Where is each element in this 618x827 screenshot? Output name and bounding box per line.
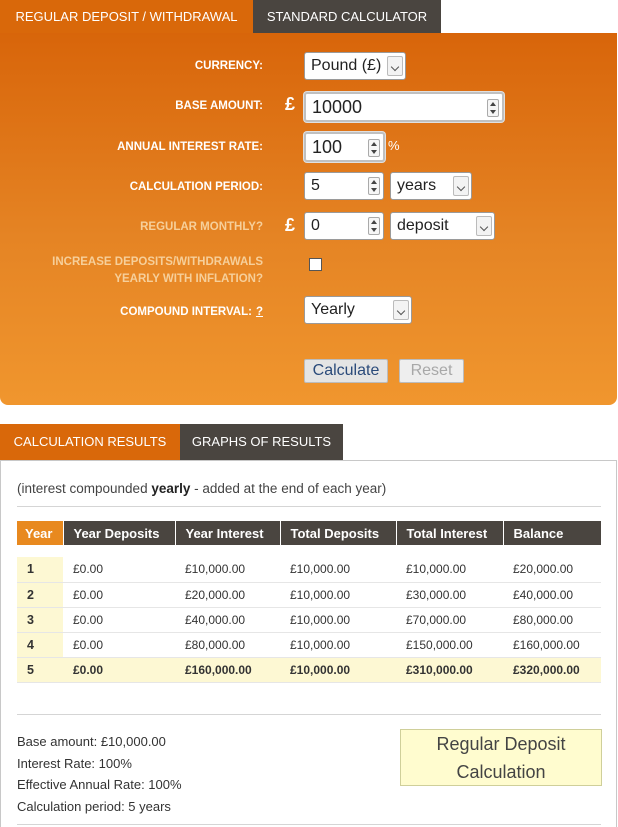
row-year-interest: £40,000.00 <box>175 607 280 632</box>
row-balance: £80,000.00 <box>503 607 601 632</box>
summary-base-amount: Base amount: £10,000.00 <box>17 734 166 749</box>
interest-rate-unit: % <box>388 138 400 153</box>
compound-interval-select[interactable] <box>304 296 412 324</box>
currency-select[interactable] <box>304 52 406 80</box>
row-year: 4 <box>17 632 63 657</box>
header-total-deposits: Total Deposits <box>280 521 396 545</box>
row-balance: £320,000.00 <box>503 657 601 682</box>
period-unit-value: years <box>397 177 437 194</box>
row-year: 3 <box>17 607 63 632</box>
divider <box>17 824 601 825</box>
row-year: 2 <box>17 582 63 607</box>
row-total-deposits: £10,000.00 <box>280 582 396 607</box>
base-amount-spinner[interactable] <box>487 99 499 117</box>
results-table <box>17 521 601 683</box>
row-balance: £40,000.00 <box>503 582 601 607</box>
regular-deposit-calculation-box <box>400 729 602 786</box>
row-total-deposits: £10,000.00 <box>280 607 396 632</box>
table-row <box>17 557 601 582</box>
row-year-interest: £10,000.00 <box>175 557 280 582</box>
calculation-period-spinner[interactable] <box>368 177 380 195</box>
row-total-interest: £70,000.00 <box>396 607 503 632</box>
tab-standard-calculator[interactable]: STANDARD CALCULATOR <box>253 0 441 33</box>
chevron-down-icon <box>387 56 403 76</box>
chevron-down-icon <box>393 300 409 320</box>
row-year: 1 <box>17 557 63 582</box>
row-year-deposits: £0.00 <box>63 582 175 607</box>
row-year-interest: £80,000.00 <box>175 632 280 657</box>
table-row-final <box>17 657 601 682</box>
side-box-line1: Regular Deposit <box>436 734 566 754</box>
row-total-interest: £310,000.00 <box>396 657 503 682</box>
summary-calculation-period: Calculation period: 5 years <box>17 798 171 814</box>
divider <box>17 506 601 507</box>
compounding-note <box>17 481 386 496</box>
row-balance: £160,000.00 <box>503 632 601 657</box>
calculator-tabs <box>0 0 618 33</box>
regular-monthly-spinner[interactable] <box>368 217 380 235</box>
header-year-deposits: Year Deposits <box>63 521 175 545</box>
monthly-currency-symbol: £ <box>285 215 296 235</box>
regular-monthly-input[interactable] <box>304 212 384 240</box>
header-year-interest: Year Interest <box>175 521 280 545</box>
note-compound-interval: yearly <box>151 481 191 496</box>
results-panel <box>0 460 617 827</box>
chevron-down-icon <box>476 216 492 236</box>
results-table-header <box>17 521 601 545</box>
row-year-interest: £20,000.00 <box>175 582 280 607</box>
compound-interval-value: Yearly <box>311 301 355 318</box>
regular-monthly-value: 0 <box>311 217 320 234</box>
summary-interest-rate: Interest Rate: 100% <box>17 755 132 771</box>
row-year-deposits: £0.00 <box>63 632 175 657</box>
row-total-interest: £150,000.00 <box>396 632 503 657</box>
regular-monthly-label: REGULAR MONTHLY? <box>140 221 263 233</box>
header-balance: Balance <box>503 521 601 545</box>
row-year-interest: £160,000.00 <box>175 657 280 682</box>
table-spacer <box>17 545 601 557</box>
base-currency-symbol: £ <box>285 94 296 114</box>
row-total-interest: £10,000.00 <box>396 557 503 582</box>
divider <box>17 714 601 715</box>
note-prefix: (interest compounded <box>17 481 152 496</box>
row-total-deposits: £10,000.00 <box>280 657 396 682</box>
interest-rate-input[interactable] <box>304 132 385 162</box>
base-amount-input[interactable] <box>304 92 504 122</box>
inflation-label-line1: INCREASE DEPOSITS/WITHDRAWALS <box>52 256 263 268</box>
tab-graphs-of-results[interactable]: GRAPHS OF RESULTS <box>180 424 343 460</box>
row-total-deposits: £10,000.00 <box>280 632 396 657</box>
summary-block <box>17 731 182 817</box>
calculation-period-label: CALCULATION PERIOD: <box>129 181 263 193</box>
row-year-deposits: £0.00 <box>63 657 175 682</box>
table-row <box>17 582 601 607</box>
table-row <box>17 607 601 632</box>
row-total-deposits: £10,000.00 <box>280 557 396 582</box>
currency-label: CURRENCY: <box>194 60 263 72</box>
table-row <box>17 632 601 657</box>
header-total-interest: Total Interest <box>396 521 503 545</box>
reset-button[interactable]: Reset <box>399 359 464 383</box>
tab-regular-deposit[interactable]: REGULAR DEPOSIT / WITHDRAWAL <box>0 0 253 33</box>
currency-select-value: Pound (£) <box>311 57 382 74</box>
compound-interval-label <box>120 306 263 318</box>
row-total-interest: £30,000.00 <box>396 582 503 607</box>
calculator-form-panel <box>0 33 617 405</box>
compound-help-link[interactable]: ? <box>255 306 263 318</box>
interest-rate-label: ANNUAL INTEREST RATE: <box>117 141 263 153</box>
interest-rate-value: 100 <box>312 137 343 157</box>
interest-rate-spinner[interactable] <box>368 139 380 157</box>
calculate-button[interactable]: Calculate <box>304 359 388 383</box>
note-suffix: - added at the end of each year) <box>190 481 387 496</box>
row-balance: £20,000.00 <box>503 557 601 582</box>
inflation-label-line2: YEARLY WITH INFLATION? <box>114 273 263 285</box>
row-year-deposits: £0.00 <box>63 557 175 582</box>
summary-effective-rate: Effective Annual Rate: 100% <box>17 777 182 792</box>
period-unit-select[interactable] <box>390 172 472 200</box>
monthly-type-value: deposit <box>397 217 449 234</box>
base-amount-value: 10000 <box>312 97 363 117</box>
tab-calculation-results[interactable]: CALCULATION RESULTS <box>0 424 180 460</box>
calculation-period-value: 5 <box>311 177 320 194</box>
inflation-checkbox[interactable] <box>309 258 322 271</box>
row-year: 5 <box>17 657 63 682</box>
compound-interval-label-text: COMPOUND INTERVAL: <box>120 306 252 318</box>
monthly-type-select[interactable] <box>390 212 495 240</box>
header-year: Year <box>17 521 63 545</box>
chevron-down-icon <box>453 176 469 196</box>
side-box-line2: Calculation <box>456 762 546 782</box>
row-year-deposits: £0.00 <box>63 607 175 632</box>
base-amount-label: BASE AMOUNT: <box>175 100 263 112</box>
calculation-period-input[interactable] <box>304 172 384 200</box>
